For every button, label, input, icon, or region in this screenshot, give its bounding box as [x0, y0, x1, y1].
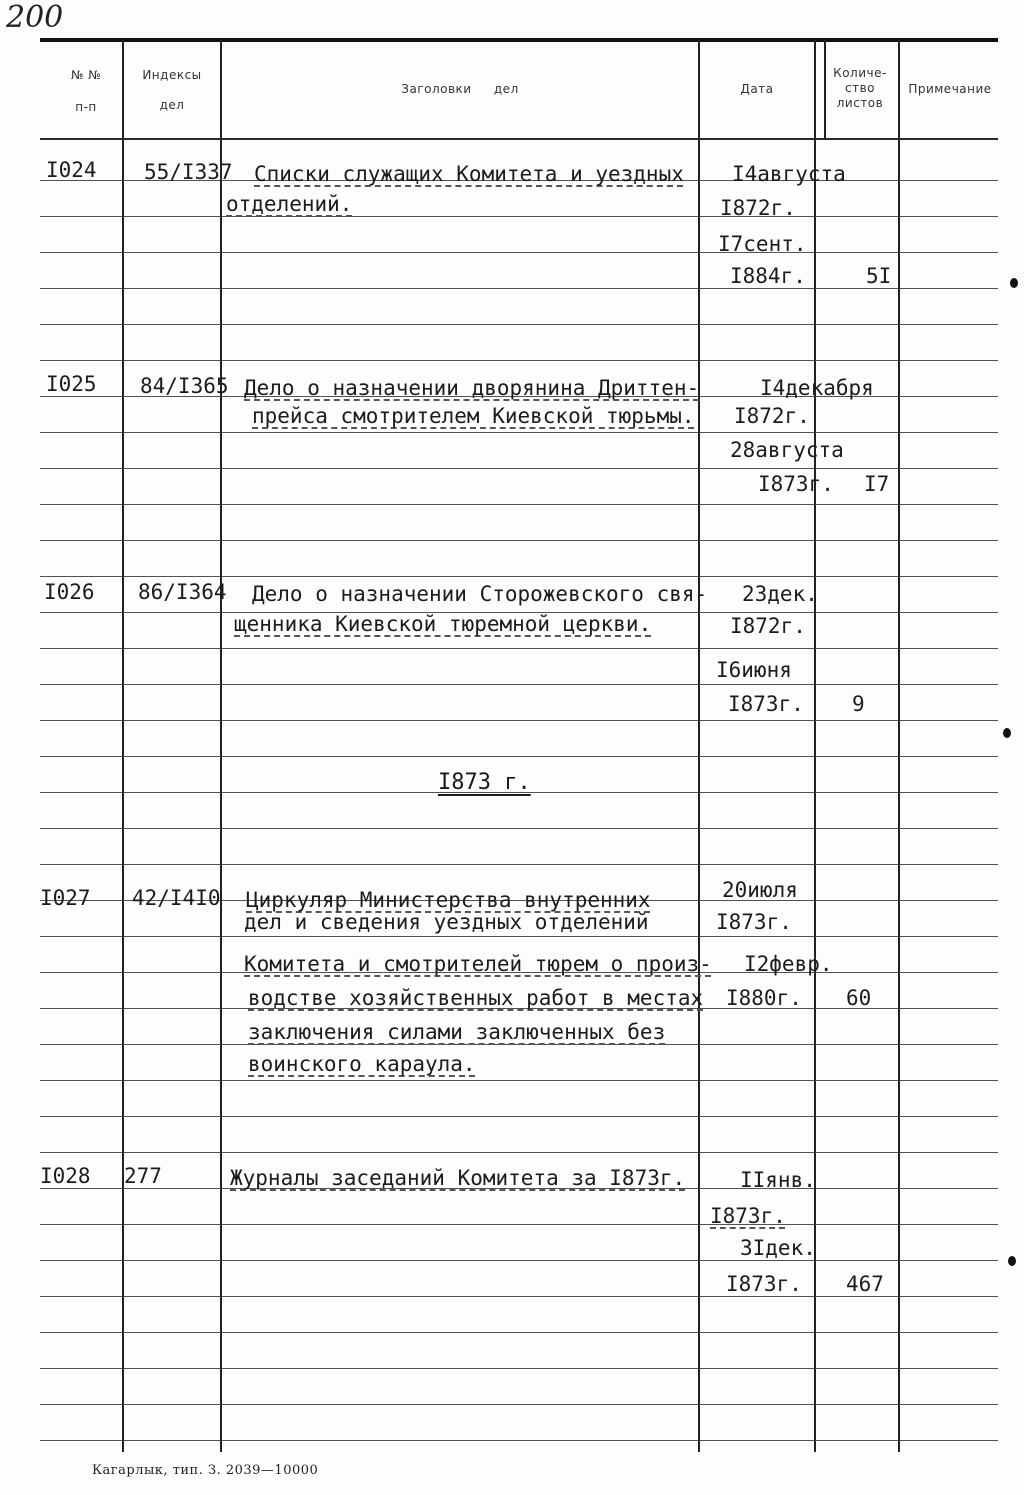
header-index-top: Индексы — [142, 68, 202, 82]
entry-index: 277 — [124, 1164, 162, 1188]
ruled-line — [40, 1224, 998, 1225]
ruled-line — [40, 576, 998, 577]
header-title: Заголовки дел — [401, 82, 519, 96]
entry-date-line: I880г. — [726, 986, 802, 1010]
entry-sheets: I7 — [864, 472, 890, 496]
printer-footer: Кагарлык, тип. З. 2039—10000 — [92, 1463, 319, 1478]
entry-date-line: 20июля — [722, 878, 798, 902]
entry-title-line: щенника Киевской тюремной церкви. — [234, 612, 652, 636]
entry-title-line: воинского караула. — [248, 1052, 476, 1076]
entry-date-line: I873г. — [728, 692, 804, 716]
header-num-bottom: п-п — [75, 100, 97, 114]
entry-date-line: I872г. — [720, 196, 796, 220]
ruled-line — [40, 1296, 998, 1297]
entry-title-line: прейса смотрителем Киевской тюрьмы. — [252, 404, 695, 428]
ruled-line — [40, 252, 998, 253]
ruled-line — [40, 324, 998, 325]
ruled-line — [40, 1260, 998, 1261]
entry-date-line: I873г. — [716, 910, 792, 934]
header-num-top: № № — [70, 68, 102, 82]
ruled-line — [40, 504, 998, 505]
entry-sheets: 5I — [866, 264, 892, 288]
entry-number: I024 — [46, 158, 97, 182]
entry-title-line: Списки служащих Комитета и уездных — [254, 162, 684, 186]
entry-title-line: отделений. — [226, 192, 353, 216]
entry-date-line: I873г. — [726, 1272, 802, 1296]
binding-hole — [1003, 728, 1011, 738]
header-border — [40, 138, 998, 140]
entry-date-line: 28августа — [730, 438, 844, 462]
ruled-line — [40, 1440, 998, 1441]
entry-date-line: 23дек. — [742, 582, 818, 606]
ruled-line — [40, 936, 998, 937]
header-date: Дата — [740, 82, 774, 96]
page-number: 200 — [6, 0, 64, 35]
ruled-line — [40, 288, 998, 289]
entry-number: I027 — [40, 886, 91, 910]
entry-index: 86/I364 — [138, 580, 227, 604]
entry-title-line: Комитета и смотрителей тюрем о произ- — [244, 952, 712, 976]
binding-hole — [1010, 278, 1018, 288]
header-sheets-2: ство — [844, 81, 875, 95]
ruled-line — [40, 648, 998, 649]
entry-index: 55/I337 — [144, 160, 233, 184]
ruled-line — [40, 1116, 998, 1117]
ruled-line — [40, 756, 998, 757]
ruled-line — [40, 1152, 998, 1153]
entry-date-line: I872г. — [730, 614, 806, 638]
ruled-line — [40, 684, 998, 685]
ruled-line — [40, 1044, 998, 1045]
entry-title-line: Журналы заседаний Комитета за I873г. — [230, 1166, 686, 1190]
ruled-line — [40, 360, 998, 361]
ruled-line — [40, 1080, 998, 1081]
entry-number: I025 — [46, 372, 97, 396]
entry-date-line: I2февр. — [744, 952, 833, 976]
entry-date-line: I873г. — [710, 1204, 786, 1228]
entry-date-line: I884г. — [730, 264, 806, 288]
ruled-line — [40, 216, 998, 217]
ruled-line — [40, 1404, 998, 1405]
entry-title-line: заключения силами заключенных без — [248, 1020, 666, 1044]
entry-number: I026 — [44, 580, 95, 604]
entry-title-line: Дело о назначении Сторожевского свя- — [252, 582, 708, 606]
entry-date-line: I4декабря — [760, 376, 874, 400]
header-sheets-3: листов — [836, 96, 884, 110]
ruled-line — [40, 864, 998, 865]
entry-title-line: дел и сведения уездных отделений — [244, 910, 649, 934]
entry-index: 42/I4I0 — [132, 886, 221, 910]
entry-title-line: водстве хозяйственных работ в местах — [248, 986, 704, 1010]
ruled-line — [40, 1332, 998, 1333]
entry-number: I028 — [40, 1164, 91, 1188]
entry-title-line: Дело о назначении дворянина Дриттен- — [244, 376, 700, 400]
column-divider — [824, 40, 826, 140]
ruled-line — [40, 540, 998, 541]
entry-date-line: I7сент. — [718, 232, 807, 256]
ruled-line — [40, 468, 998, 469]
year-heading: I873 г. — [438, 770, 531, 795]
entry-date-line: I873г. — [758, 472, 834, 496]
header-note: Примечание — [908, 82, 992, 96]
entry-date-line: I6июня — [716, 658, 792, 682]
ruled-line — [40, 432, 998, 433]
entry-sheets: 467 — [846, 1272, 884, 1296]
header-index-bottom: дел — [159, 98, 185, 112]
entry-date-line: 3Iдек. — [740, 1236, 816, 1260]
entry-date-line: I4августа — [732, 162, 846, 186]
entry-date-line: IIянв. — [740, 1168, 816, 1192]
entry-sheets: 9 — [852, 692, 865, 716]
entry-date-line: I872г. — [734, 404, 810, 428]
ruled-line — [40, 720, 998, 721]
binding-hole — [1008, 1256, 1016, 1266]
top-border — [40, 38, 998, 42]
entry-title-line: Циркуляр Министерства внутренних — [246, 888, 651, 912]
ruled-line — [40, 1368, 998, 1369]
entry-sheets: 60 — [846, 986, 872, 1010]
ruled-line — [40, 828, 998, 829]
entry-index: 84/I365 — [140, 374, 229, 398]
header-sheets-1: Количе- — [833, 66, 887, 80]
